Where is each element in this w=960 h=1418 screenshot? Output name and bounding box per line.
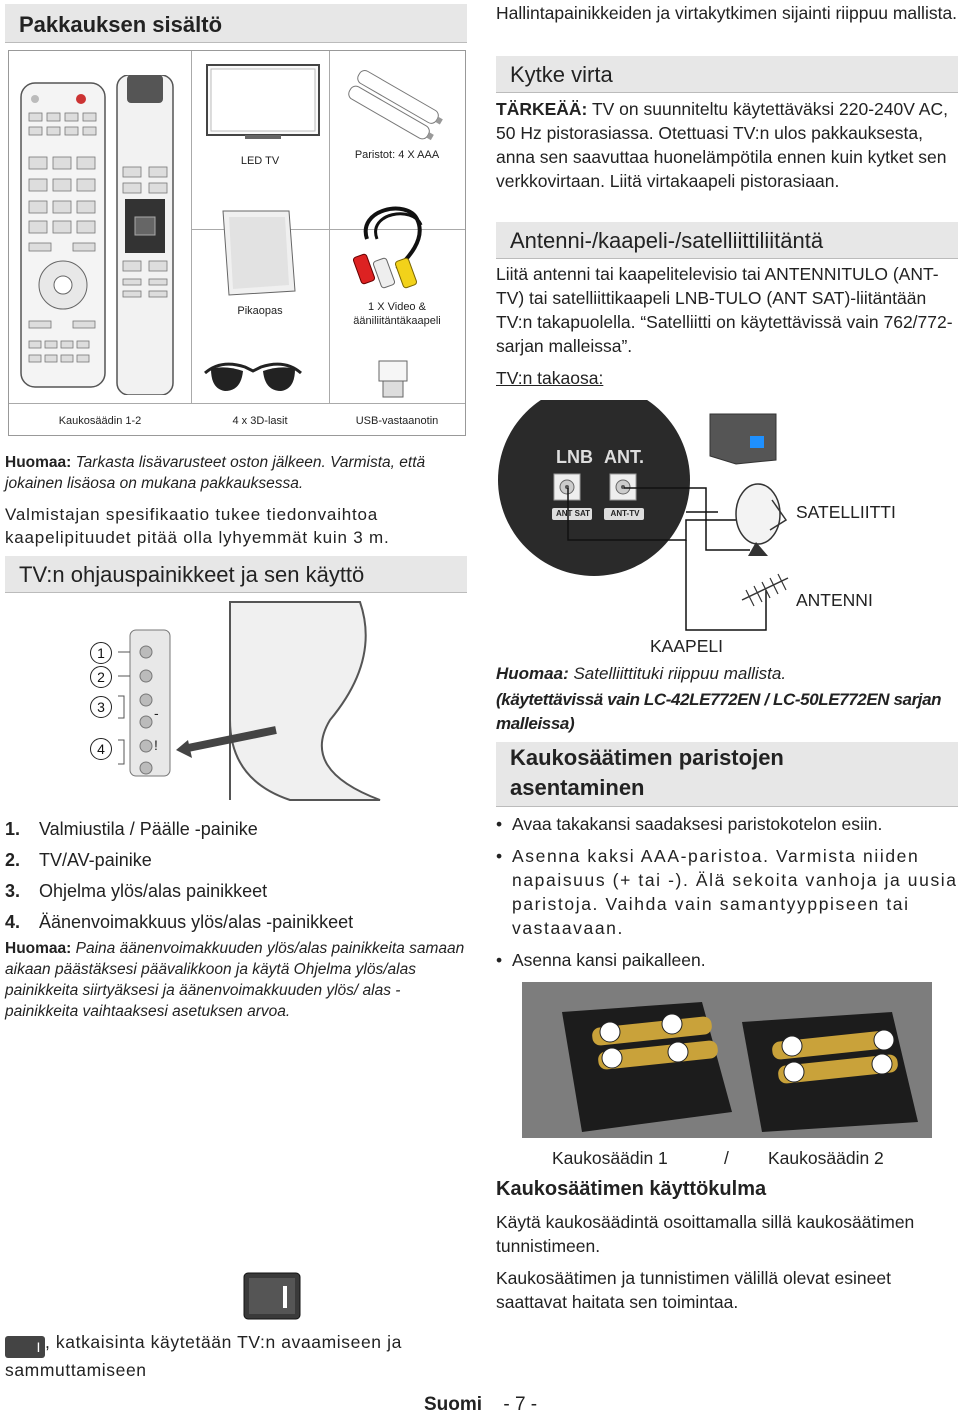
power-header	[496, 56, 958, 93]
remote-caption-sep: /	[724, 1148, 729, 1168]
antenna-body: Liitä antenni tai kaapelitelevisio tai ANTENNITULO (ANT-TV) tai satelliittikaapeli LNB-TULO (ANT SAT)-liitäntään TV:n takapuolella.	[496, 264, 939, 332]
battery-install-photo	[522, 982, 932, 1138]
range-title: Kaukosäätimen käyttökulma	[496, 1178, 767, 1200]
battery-header	[496, 742, 958, 807]
ant-sat-label: ANT SAT	[555, 509, 591, 518]
antenna-label: ANTENNI	[796, 590, 873, 610]
3d-glasses-label: 4 x 3D-lasit	[232, 415, 288, 427]
power-important: TÄRKEÄÄ:	[496, 99, 588, 119]
footer-page: - 7 -	[503, 1394, 538, 1415]
3d-glasses-image	[201, 351, 305, 399]
satellite-models: (käytettävissä vain LC-42LE772EN / LC-50LE772EN sarjan malleissa)	[496, 690, 942, 733]
ant-label: ANT.	[604, 447, 644, 467]
range-text-2: Kaukosäätimen ja tunnistimen välillä olevat esineet saattavat haitata sen toimintaa.	[496, 1268, 891, 1312]
controls-header	[5, 556, 467, 593]
cable-spec-text: Valmistajan spesifikaatio tukee tiedonvaihtoa kaapelipituudet pitää olla lyhyemmät kuin 3 m.	[5, 505, 390, 547]
intro-text: Hallintapainikkeiden ja virtakytkimen sijainti riippuu mallista.	[496, 3, 958, 23]
connection-diagram	[496, 400, 958, 660]
list-item: 3. Ohjelma ylös/alas painikkeet	[5, 881, 268, 901]
switch-text: , katkaisinta käytetään TV:n avaamiseen ja sammuttamiseen	[5, 1332, 402, 1380]
antenna-note: “Satelliitti on käytettävissä vain 762/772-sarjan malleissa”.	[496, 312, 953, 356]
controls-note-label: Huomaa:	[5, 940, 72, 957]
remote-controls-image	[17, 75, 187, 395]
usb-receiver-image	[375, 359, 411, 399]
satellite-label: SATELLIITTI	[796, 502, 896, 522]
battery-title-2: asentaminen	[510, 775, 645, 800]
batteries-label: Paristot: 4 X AAA	[354, 149, 440, 161]
lnb-label: LNB	[556, 447, 593, 467]
callout-4: 4	[90, 738, 112, 760]
list-item: 2. TV/AV-painike	[5, 850, 152, 870]
svg-text:!: !	[154, 737, 158, 753]
callout-2: 2	[90, 666, 112, 688]
controls-note	[5, 938, 467, 1022]
list-item: • Asenna kansi paikalleen.	[496, 948, 958, 972]
list-item: 4. Äänenvoimakkuus ylös/alas -painikkeet	[5, 912, 354, 932]
svg-text:-: -	[154, 705, 159, 721]
accessories-note	[5, 452, 467, 494]
list-item: • Asenna kaksi AAA-paristoa. Varmista niiden napaisuus (+ tai -). Älä sekoita vanhoja ja uusia paristoja. Vaihda vain samantyyppiseen tai vastaavaan.	[496, 844, 958, 940]
satellite-note-label: Huomaa:	[496, 664, 569, 683]
batteries-image	[339, 65, 457, 145]
led-tv-label: LED TV	[240, 155, 280, 167]
callout-3: 3	[90, 696, 112, 718]
antenna-header	[496, 222, 958, 259]
led-tv-image	[205, 63, 321, 147]
list-item: • Avaa takakansi saadaksesi paristokotelon esiin.	[496, 812, 958, 836]
package-contents-box	[8, 50, 466, 436]
quick-guide-label: Pikaopas	[237, 305, 283, 317]
remote-caption-2: Kaukosäädin 2	[768, 1148, 884, 1168]
controls-list	[5, 814, 467, 938]
footer	[424, 1394, 537, 1416]
remote-caption-1: Kaukosäädin 1	[552, 1148, 668, 1168]
remote-label: Kaukosäädin 1-2	[58, 415, 142, 427]
accessories-note-label: Huomaa:	[5, 454, 72, 471]
callout-1: 1	[90, 642, 112, 664]
range-text-1: Käytä kaukosäädintä osoittamalla sillä kaukosäätimen tunnistimeen.	[496, 1212, 915, 1256]
controls-note-text: Paina äänenvoimakkuuden ylös/alas painikkeita samaan aikaan päästäksesi päävalikkoon ja käytä Ohjelma ylös/alas painikkeita siirtyäksesi ja äänenvoimakkuuden ylös/ alas -painikkeita vaihtaaksesi asetuksen arvoa.	[5, 940, 465, 1020]
rear-label: TV:n takaosa:	[496, 368, 604, 388]
accessories-note-text: Tarkasta lisävarusteet oston jälkeen. Varmista, että jokainen lisäosa on mukana pakkauksessa.	[5, 454, 426, 492]
cable-label: KAAPELI	[650, 636, 723, 656]
power-body: TV on suunniteltu käytettäväksi 220-240V AC, 50 Hz pistorasiassa. Otettuasi TV:n ulos pakkauksesta, anna sen saavuttaa huonelämpötila ennen kuin kytket sen verkkovirtaan. Liitä virtakaapeli pistorasiaan.	[496, 99, 948, 191]
control-panel-diagram	[80, 600, 480, 810]
antenna-text	[496, 262, 958, 358]
antenna-title: Antenni-/kaapeli-/satelliittiliitäntä	[510, 228, 824, 253]
list-item: 1. Valmiustila / Päälle -painike	[5, 819, 258, 839]
switch-icon: I	[5, 1336, 45, 1358]
power-title: Kytke virta	[510, 62, 613, 87]
switch-text-block	[5, 1330, 471, 1382]
usb-receiver-label: USB-vastaanotin	[355, 415, 439, 427]
power-text	[496, 97, 958, 193]
controls-title: TV:n ohjauspainikkeet ja sen käyttö	[19, 562, 365, 587]
av-cable-image	[347, 199, 447, 295]
quick-guide-image	[219, 207, 299, 299]
contents-title: Pakkauksen sisältö	[19, 12, 223, 37]
ant-tv-label: ANT-TV	[610, 509, 640, 518]
satellite-note	[496, 662, 958, 686]
satellite-note-text: Satelliittituki riippuu mallista.	[573, 664, 787, 683]
battery-title-1: Kaukosäätimen paristojen	[510, 745, 784, 770]
power-switch-image	[243, 1272, 301, 1320]
av-cable-label-1: 1 X Video &	[368, 301, 426, 313]
footer-language: Suomi	[424, 1394, 483, 1415]
av-cable-label-2: ääniliitäntäkaapeli	[353, 315, 441, 327]
contents-header	[5, 4, 467, 43]
battery-list	[496, 812, 958, 972]
